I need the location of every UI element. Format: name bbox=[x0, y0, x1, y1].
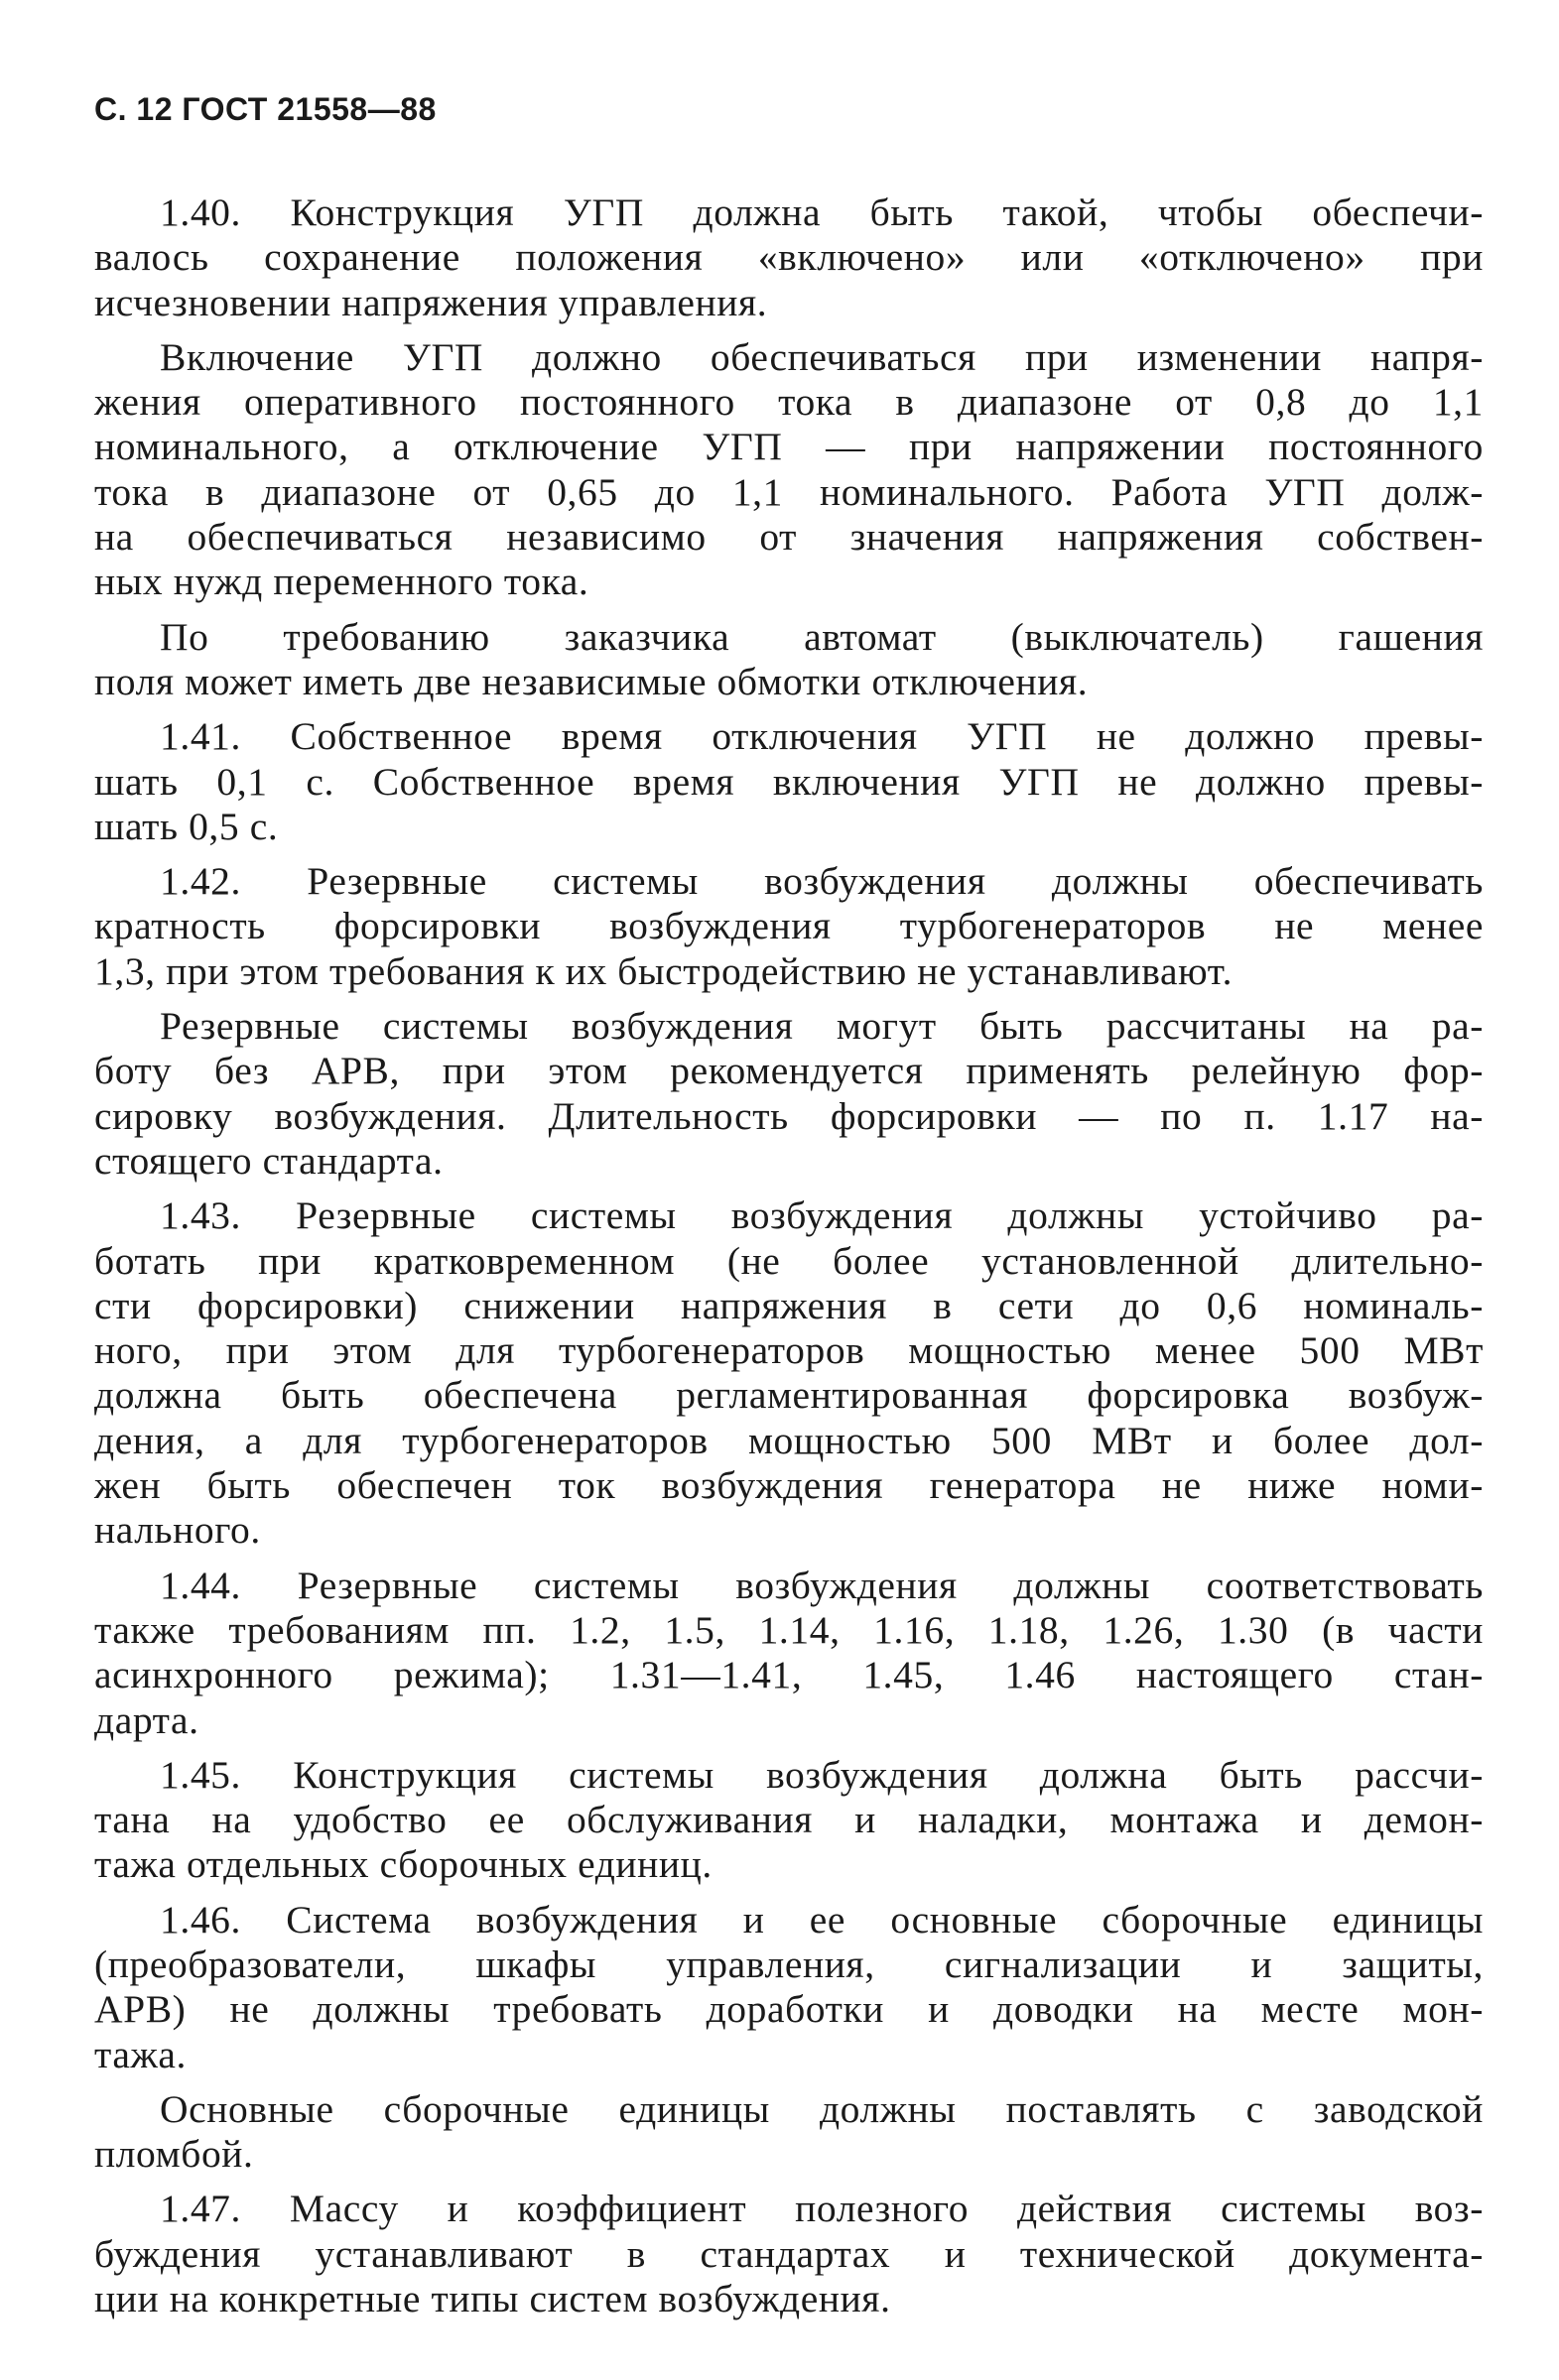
text-line: ных нужд переменного тока. bbox=[94, 560, 589, 604]
paragraph-p-1-40-b bbox=[94, 335, 1484, 605]
text-line: жен быть обеспечен ток возбуждения генератора не ниже номи- bbox=[94, 1463, 1484, 1508]
paragraph-p-1-46-b bbox=[94, 2087, 1484, 2178]
paragraph-p-1-41 bbox=[94, 714, 1484, 849]
page-header: С. 12 ГОСТ 21558—88 bbox=[94, 91, 437, 127]
text-line: 1.46. Система возбуждения и ее основные сборочные единицы bbox=[160, 1897, 1484, 1942]
text-line: валось сохранение положения «включено» или «отключено» при bbox=[94, 235, 1484, 280]
text-line: дения, а для турбогенераторов мощностью 500 МВт и более дол- bbox=[94, 1418, 1484, 1462]
paragraph-p-1-40-c bbox=[94, 615, 1484, 705]
text-line: По требованию заказчика автомат (выключатель) гашения bbox=[160, 614, 1484, 659]
text-line: номинального, а отключение УГП — при напряжении постоянного bbox=[94, 425, 1484, 469]
paragraph-p-1-42-b bbox=[94, 1004, 1484, 1184]
text-line: Включение УГП должно обеспечиваться при изменении напря- bbox=[160, 334, 1484, 379]
text-line: АРВ) не должны требовать доработки и доводки на месте мон- bbox=[94, 1987, 1484, 2032]
text-line: 1.44. Резервные системы возбуждения должны соответствовать bbox=[160, 1563, 1484, 1607]
text-line: пломбой. bbox=[94, 2132, 254, 2177]
text-line: нального. bbox=[94, 1508, 261, 1553]
text-line: на обеспечиваться независимо от значения напряжения собствен- bbox=[94, 515, 1484, 560]
text-line: 1.42. Резервные системы возбуждения должны обеспечивать bbox=[160, 859, 1484, 904]
paragraph-p-1-46 bbox=[94, 1898, 1484, 2077]
text-line: асинхронного режима); 1.31—1.41, 1.45, 1.46 настоящего стан- bbox=[94, 1653, 1484, 1697]
text-line: 1.47. Массу и коэффициент полезного действия системы воз- bbox=[160, 2187, 1484, 2231]
text-line: стоящего стандарта. bbox=[94, 1138, 444, 1183]
text-line: тажа. bbox=[94, 2032, 187, 2076]
text-line: (преобразователи, шкафы управления, сигнализации и защиты, bbox=[94, 1942, 1484, 1986]
text-line: жения оперативного постоянного тока в диапазоне от 0,8 до 1,1 bbox=[94, 380, 1484, 425]
text-line: ного, при этом для турбогенераторов мощностью менее 500 МВт bbox=[94, 1328, 1484, 1373]
text-line: ботать при кратковременном (не более установленной длительно- bbox=[94, 1238, 1484, 1283]
paragraph-p-1-43 bbox=[94, 1193, 1484, 1553]
text-line: сировку возбуждения. Длительность форсировки — по п. 1.17 на- bbox=[94, 1093, 1484, 1138]
paragraph-p-1-42 bbox=[94, 859, 1484, 994]
text-line: тока в диапазоне от 0,65 до 1,1 номинального. Работа УГП долж- bbox=[94, 469, 1484, 514]
text-line: кратность форсировки возбуждения турбогенераторов не менее bbox=[94, 904, 1484, 948]
text-line: боту без АРВ, при этом рекомендуется применять релейную фор- bbox=[94, 1049, 1484, 1093]
text-line: шать 0,1 с. Собственное время включения УГП не должно превы- bbox=[94, 759, 1484, 804]
text-line: также требованиям пп. 1.2, 1.5, 1.14, 1.16, 1.18, 1.26, 1.30 (в части bbox=[94, 1607, 1484, 1652]
text-line: ции на конкретные типы систем возбуждения. bbox=[94, 2277, 891, 2321]
text-line: 1.40. Конструкция УГП должна быть такой, чтобы обеспечи- bbox=[160, 190, 1484, 234]
text-line: 1.43. Резервные системы возбуждения должны устойчиво ра- bbox=[160, 1193, 1484, 1238]
text-line: 1.41. Собственное время отключения УГП не должно превы- bbox=[160, 714, 1484, 759]
text-line: тана на удобство ее обслуживания и наладки, монтажа и демон- bbox=[94, 1798, 1484, 1842]
document-body bbox=[94, 190, 1484, 2321]
text-line: дарта. bbox=[94, 1697, 199, 1742]
text-line: 1.45. Конструкция системы возбуждения должна быть рассчи- bbox=[160, 1752, 1484, 1797]
text-line: буждения устанавливают в стандартах и технической документа- bbox=[94, 2231, 1484, 2276]
text-line: исчезновении напряжения управления. bbox=[94, 280, 768, 324]
text-line: должна быть обеспечена регламентированная форсировка возбуж- bbox=[94, 1373, 1484, 1418]
text-line: поля может иметь две независимые обмотки отключения. bbox=[94, 659, 1089, 703]
paragraph-p-1-40 bbox=[94, 190, 1484, 325]
text-line: Основные сборочные единицы должны поставлять с заводской bbox=[160, 2086, 1484, 2131]
text-line: сти форсировки) снижении напряжения в сети до 0,6 номиналь- bbox=[94, 1283, 1484, 1327]
text-line: шать 0,5 с. bbox=[94, 804, 279, 848]
paragraph-p-1-47 bbox=[94, 2187, 1484, 2321]
paragraph-p-1-44 bbox=[94, 1564, 1484, 1743]
text-line: 1,3, при этом требования к их быстродействию не устанавливают. bbox=[94, 948, 1234, 993]
paragraph-p-1-45 bbox=[94, 1753, 1484, 1888]
text-line: тажа отдельных сборочных единиц. bbox=[94, 1842, 713, 1887]
text-line: Резервные системы возбуждения могут быть рассчитаны на ра- bbox=[160, 1004, 1484, 1049]
